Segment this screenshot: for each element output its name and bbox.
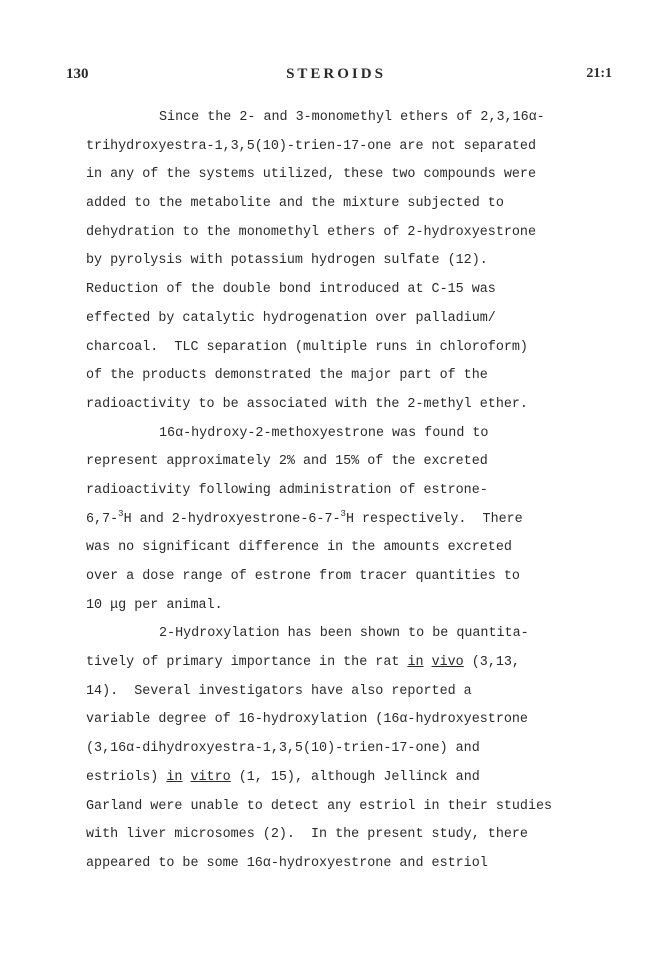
underlined-term: in xyxy=(407,655,424,671)
text-line: added to the metabolite and the mixture subjected to xyxy=(86,196,504,212)
text-line: trihydroxyestra-1,3,5(10)-trien-17-one are not separated xyxy=(86,138,536,154)
superscript: 3 xyxy=(340,508,346,519)
issue-number: 21:1 xyxy=(586,66,612,81)
text-line: by pyrolysis with potassium hydrogen sulfate (12). xyxy=(86,253,488,269)
underlined-term: in xyxy=(166,769,183,785)
page-number: 130 xyxy=(66,66,89,82)
text-line: radioactivity following administration of estrone- xyxy=(86,482,488,498)
text-line: 16α-hydroxy-2-methoxyestrone was found to xyxy=(159,425,489,441)
text-line: 14). Several investigators have also reported a xyxy=(86,683,472,699)
text-line: in any of the systems utilized, these two compounds were xyxy=(86,167,536,183)
text-line: 6,7-$^3$H and 2-hydroxyestrone-6-7-$^3$H respectively. There xyxy=(86,508,523,527)
text-line: (3,16α-dihydroxyestra-1,3,5(10)-trien-17-one) and xyxy=(86,741,480,757)
text-line: effected by catalytic hydrogenation over palladium/ xyxy=(86,310,496,326)
text-line: 2-Hydroxylation has been shown to be quantita- xyxy=(159,626,529,642)
text-line: Since the 2- and 3-monomethyl ethers of 2,3,16α- xyxy=(159,110,545,125)
text-line: appeared to be some 16α-hydroxyestrone and estriol xyxy=(86,855,488,871)
underlined-term: vitro xyxy=(190,769,231,785)
page-header xyxy=(0,66,672,90)
underlined-term: vivo xyxy=(431,655,464,671)
body-text xyxy=(86,104,606,879)
text-line: of the products demonstrated the major part of the xyxy=(86,368,488,384)
text-line: tively of primary importance in the rat in vivo (3,13, xyxy=(86,655,520,671)
text-line: charcoal. TLC separation (multiple runs in chloroform) xyxy=(86,339,528,355)
text-line: represent approximately 2% and 15% of the excreted xyxy=(86,454,488,470)
text-line: Garland were unable to detect any estriol in their studies xyxy=(86,798,553,814)
text-line: 10 μg per animal. xyxy=(86,597,223,613)
text-line: was no significant difference in the amounts excreted xyxy=(86,540,512,556)
text-line: variable degree of 16-hydroxylation (16α-hydroxyestrone xyxy=(86,712,528,728)
text-line: with liver microsomes (2). In the present study, there xyxy=(86,827,528,843)
text-line: radioactivity to be associated with the 2-methyl ether. xyxy=(86,396,528,412)
journal-title: STEROIDS xyxy=(286,66,386,82)
text-line: estriols) in vitro (1, 15), although Jellinck and xyxy=(86,769,480,785)
superscript: 3 xyxy=(118,508,124,519)
text-line: dehydration to the monomethyl ethers of 2-hydroxyestrone xyxy=(86,224,536,240)
text-line: Reduction of the double bond introduced at C-15 was xyxy=(86,282,496,298)
text-line: over a dose range of estrone from tracer quantities to xyxy=(86,569,520,584)
